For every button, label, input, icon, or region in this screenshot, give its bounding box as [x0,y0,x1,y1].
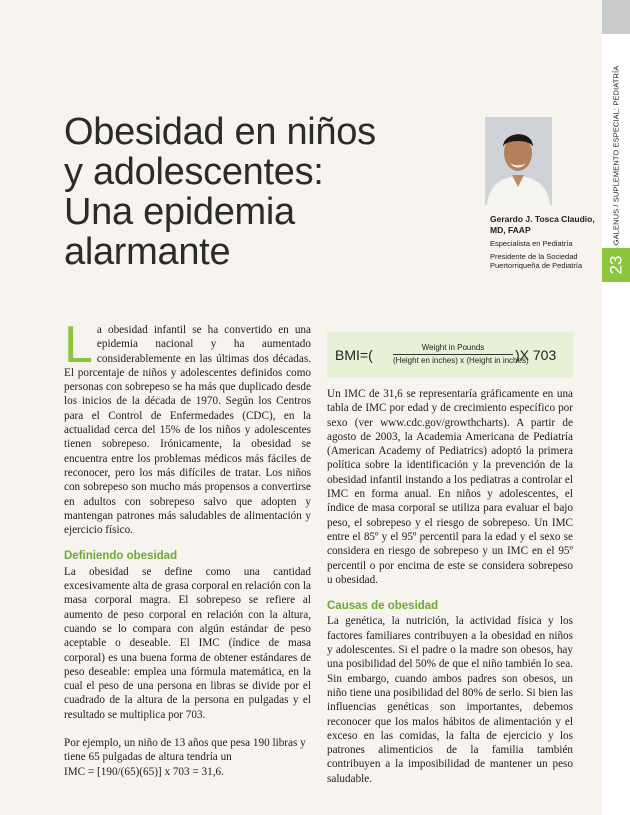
sidebar-label: GALENUS / SUPLEMENTO ESPECIAL: PEDIATRÍA [611,65,621,245]
author-name: Gerardo J. Tosca Claudio, MD, FAAP [490,214,595,235]
bmi-denominator: (Height en inches) x (Height in inches) [393,356,529,365]
title-line: Obesidad en niños [64,111,376,153]
bmi-fraction [393,343,529,366]
intro-paragraph: La obesidad infantil se ha convertido en una epidemia nacional y ha aumentado considerablemente en las últimas dos décadas. El porcentaje de niños y adolescentes definidos como personas con sobrepeso se ha más que duplicado desde los inicios de la década de 1970. Según los Centros para el Control de Enfermedades (CDC), en la actualidad cerca del 15% de los niños y adolescentes tienen sobrepeso. Irónicamente, la obesidad se encuentra entre los problemas médicos más fáciles de reconocer, pero los más difíciles de tratar. Los niños con sobrepeso son mucho más propensos a convertirse en adultos con sobrepeso salvo que adopten y mantengan patrones más saludables de alimentación y ejercicio físico. [64,316,311,537]
imc-formula: IMC = [190/(65)(65)] x 703 = 31,6. [64,765,224,778]
fraction-bar [393,354,513,355]
bmi-numerator: Weight in Pounds [421,343,485,352]
article-column-left [64,316,311,779]
body-paragraph: Un IMC de 31,6 se representaría gráficamente en una tabla de IMC por edad y de crecimiento específico por sexo (ver www.cdc.gov/growthcharts). A partir de agosto de 2003, la Academia Americana de Pediatría (American Academy of Pediatrics) adoptó la primera política sobre la identificación y la prevención de la obesidad infantil instando a los pediatras a controlar el IMC en forma anual. En niños y adolescentes, el índice de masa corporal se utiliza para evaluar el bajo peso, el sobrepeso y el riesgo de sobrepeso. Un IMC entre el 85º y el 95º percentil para la edad y el sexo se considera en riesgo de sobrepeso y un IMC en el 95º percentil o por encima de este se considera sobrepeso u obesidad. [327,388,573,586]
bmi-formula-tail: )X 703 [515,347,557,363]
bmi-formula-box [327,332,573,378]
sidebar-top-block [602,0,630,34]
title-line: alarmante [64,231,231,273]
author-portrait [485,117,552,205]
section-heading: Causas de obesidad [327,600,439,613]
body-paragraph: Por ejemplo, un niño de 13 años que pesa 190 libras y tiene 65 pulgadas de altura tendría un IMC = [190/(65)(65)] x 703 = 31,6. [64,737,306,778]
bmi-formula-label: BMI=( [335,347,373,363]
article-title [64,112,394,272]
title-line: Una epidemia [64,191,295,233]
paragraph-gap [64,722,311,736]
author-role: Especialista en Pediatría [490,239,573,248]
title-line: y adolescentes: [64,151,324,193]
body-paragraph: La obesidad se define como una cantidad excesivamente alta de grasa corporal en relación con la masa corporal magra. El sobrepeso se refiere al aumento de peso corporal en relación con la altura, cuando se lo compara con algún estándar de peso aceptable o deseable. El IMC (índice de masa corporal) es una buena forma de obtener estándares de peso deseable: emplea una fórmula matemática, en la cual el peso de una persona en libras se divide por el cuadrado de la altura de la persona en pulgadas y el resultado se multiplica por 703. [64,565,311,721]
section-heading: Definiendo obesidad [64,550,178,563]
page-number: 23 [602,248,630,282]
article-column-right [327,387,573,786]
author-block [490,214,600,271]
drop-cap: L [64,316,93,374]
author-photo [485,117,552,205]
body-paragraph: La genética, la nutrición, la actividad física y los factores familiares contribuyen a la obesidad en niños y adolescentes. Si el padre o la madre son obesos, hay una posibilidad del 50% de que el niño también lo sea. Sin embargo, cuando ambos padres son obesos, un niño tiene una posibilidad del 80% de serlo. Si bien las influencias genéticas son importantes, debemos reconocer que los malos hábitos de alimentación y el exceso en las comidas, la falta de ejercicio y los patrones alimenticios de la familia también contribuyen a la imposibilidad de mantener un peso saludable. [327,615,573,785]
author-affiliation: Presidente de la Sociedad Puertorriqueña de Pediatría [490,251,583,270]
